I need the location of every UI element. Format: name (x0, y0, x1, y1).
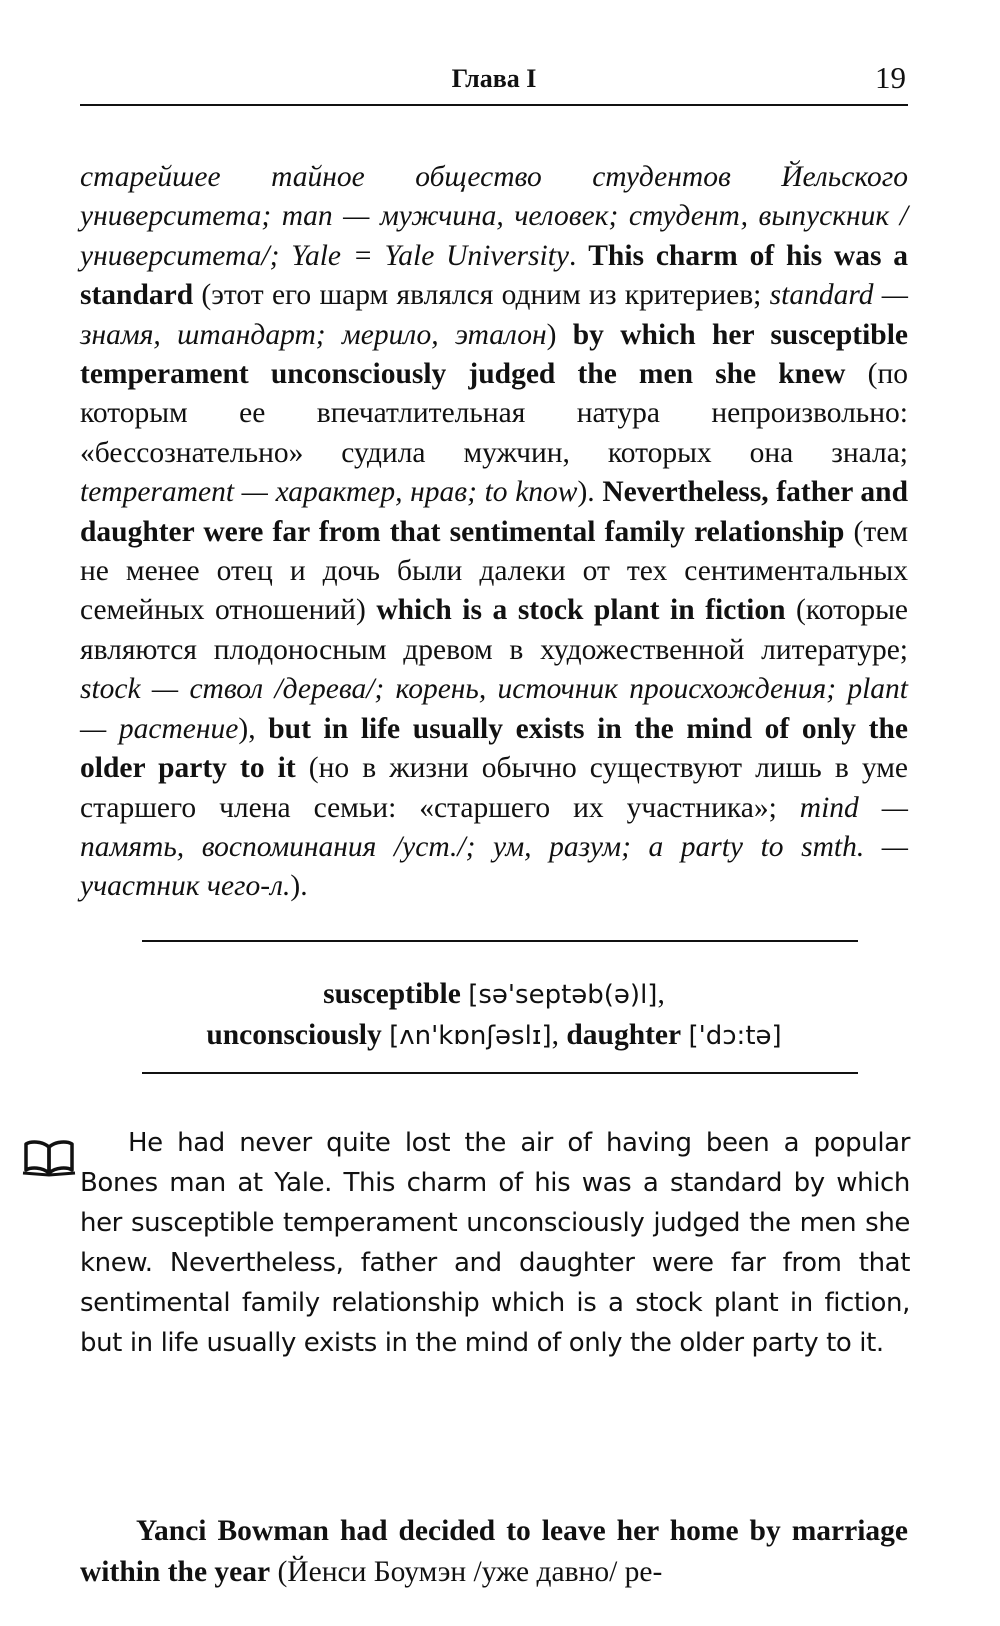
gloss-italic: mind — память, воспоминания /уст./; ум, разум; a party to smth. — участник чего-л. (80, 791, 908, 903)
gloss-text: ), (238, 712, 269, 745)
pron-separator: , (551, 1018, 567, 1051)
running-header (80, 58, 908, 106)
english-phrase: but in life usually exists in the mind of only the older party to it (80, 712, 908, 785)
page-number: 19 (875, 60, 906, 95)
open-book-icon (22, 1138, 76, 1178)
russian-translation: (Йенси Боумэн /уже давно/ ре- (270, 1556, 663, 1588)
divider-top (142, 940, 858, 942)
pronunciation-block (80, 975, 908, 1056)
pron-word: susceptible (323, 978, 461, 1010)
next-paragraph (80, 1511, 908, 1593)
gloss-text: . (569, 239, 589, 272)
gloss-text: ). (290, 870, 308, 903)
russian-translation: (тем не менее отец и дочь были далеки от тех сентиментальных семейных отношений) (80, 515, 909, 627)
english-phrase: Nevertheless, father and daughter were far from that sentimental family relationship (80, 476, 908, 548)
original-english-text: He had never quite lost the air of having been a popular Bones man at Yale. This charm of his was a standard by which her susceptible temperament unconsciously judged the men she knew. Nevertheless, father and daughter were far from that sentimental family relationship which is a stock plant in fiction, but in life usually exists in the mind of only the older party to it. (80, 1128, 910, 1358)
english-phrase: by which her susceptible temperament unconsciously judged the men she knew (80, 318, 908, 391)
russian-translation: (по которым ее впечатлительная натура непроизвольно: «бессознательно» судила мужчин, которых она знала; (80, 358, 908, 469)
pron-transcription: [sə'septəb(ə)l] (468, 980, 658, 1010)
divider-bottom (142, 1072, 858, 1074)
pron-separator: , (657, 978, 665, 1010)
gloss-italic: standard — знамя, штандарт; мерило, эталон (80, 279, 909, 351)
pron-transcription: ['dɔ:tə] (688, 1020, 782, 1051)
pron-word: daughter (566, 1018, 682, 1051)
gloss-italic: stock — ствол /дерева/; корень, источник происхождения; plant — растение (80, 673, 908, 745)
english-phrase: Yanci Bowman had decided to leave her home by marriage within the year (80, 1515, 908, 1588)
gloss-text: ) (546, 318, 573, 351)
gloss-text: ). (577, 476, 603, 509)
pron-transcription: [ʌn'kɒnʃəslɪ] (389, 1020, 552, 1051)
russian-translation: (но в жизни обычно существуют лишь в уме старшего члена семьи: «старшего их участника»; (80, 752, 908, 824)
gloss-italic: старейшее тайное общество студентов Йельского университета; man — мужчина, человек; студент, выпускник /университета/; Yale = Yale University (80, 161, 908, 272)
english-phrase: This charm of his was a standard (80, 239, 909, 312)
pron-word: unconsciously (206, 1018, 382, 1051)
translation-paragraph (80, 158, 908, 907)
russian-translation: (которые являются плодоносным древом в художественной литературе; (80, 594, 908, 666)
chapter-title: Глава I (451, 64, 537, 93)
gloss-italic: temperament — характер, нрав; to know (80, 476, 578, 509)
english-phrase: which is a stock plant in fiction (376, 594, 786, 627)
russian-translation: (этот его шарм являлся одним из критериев; (193, 279, 770, 312)
